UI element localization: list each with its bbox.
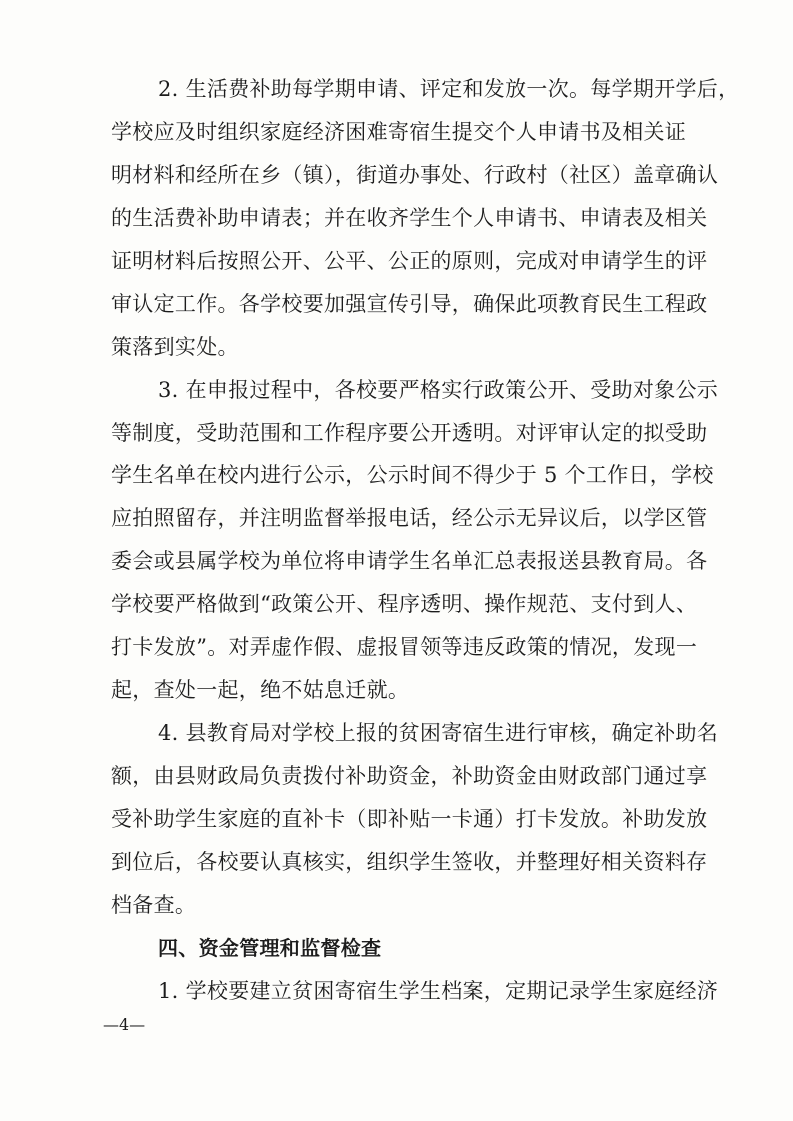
paragraph-line: 2. 生活费补助每学期申请、评定和发放一次。每学期开学后， <box>158 77 740 101</box>
paragraph-line: 到位后，各校要认真核实，组织学生签收，并整理好相关资料存 <box>111 849 708 874</box>
paragraph-line: 明材料和经所在乡（镇），街道办事处、行政村（社区）盖章确认 <box>111 162 719 187</box>
paragraph-line: 等制度，受助范围和工作程序要公开透明。对评审认定的拟受助 <box>111 420 708 445</box>
paragraph-line: 证明材料后按照公开、公平、公正的原则，完成对申请学生的评 <box>111 248 708 273</box>
page-number: —4— <box>103 1015 146 1034</box>
paragraph-line: 的生活费补助申请表；并在收齐学生个人申请书、申请表及相关 <box>111 205 708 230</box>
paragraph-line: 3. 在申报过程中，各校要严格实行政策公开、受助对象公示 <box>158 377 719 402</box>
paragraph-line: 学生名单在校内进行公示，公示时间不得少于 5 个工作日，学校 <box>111 463 714 488</box>
paragraph-line: 4. 县教育局对学校上报的贫困寄宿生进行审核，确定补助名 <box>158 721 719 746</box>
paragraph-line: 学校要严格做到“政策公开、程序透明、操作规范、支付到人、 <box>111 592 698 617</box>
paragraph-line: 打卡发放”。对弄虚作假、虚报冒领等违反政策的情况，发现一 <box>111 635 698 660</box>
paragraph-line: 审认定工作。各学校要加强宣传引导，确保此项教育民生工程政 <box>111 291 708 316</box>
paragraph-line: 学校应及时组织家庭经济困难寄宿生提交个人申请书及相关证 <box>111 119 687 144</box>
paragraph-line: 1. 学校要建立贫困寄宿生学生档案，定期记录学生家庭经济 <box>158 978 719 1003</box>
section-heading: 四、资金管理和监督检查 <box>158 935 382 960</box>
paragraph-line: 策落到实处。 <box>111 334 239 359</box>
paragraph-line: 档备查。 <box>111 892 197 917</box>
paragraph-line: 受补助学生家庭的直补卡（即补贴一卡通）打卡发放。补助发放 <box>111 806 708 831</box>
paragraph-line: 应拍照留存，并注明监督举报电话，经公示无异议后，以学区管 <box>111 506 708 531</box>
paragraph-line: 委会或县属学校为单位将申请学生名单汇总表报送县教育局。各 <box>111 549 708 574</box>
paragraph-line: 起，查处一起，绝不姑息迁就。 <box>111 678 410 703</box>
paragraph-line: 额，由县财政局负责拨付补助资金，补助资金由财政部门通过享 <box>111 764 708 788</box>
